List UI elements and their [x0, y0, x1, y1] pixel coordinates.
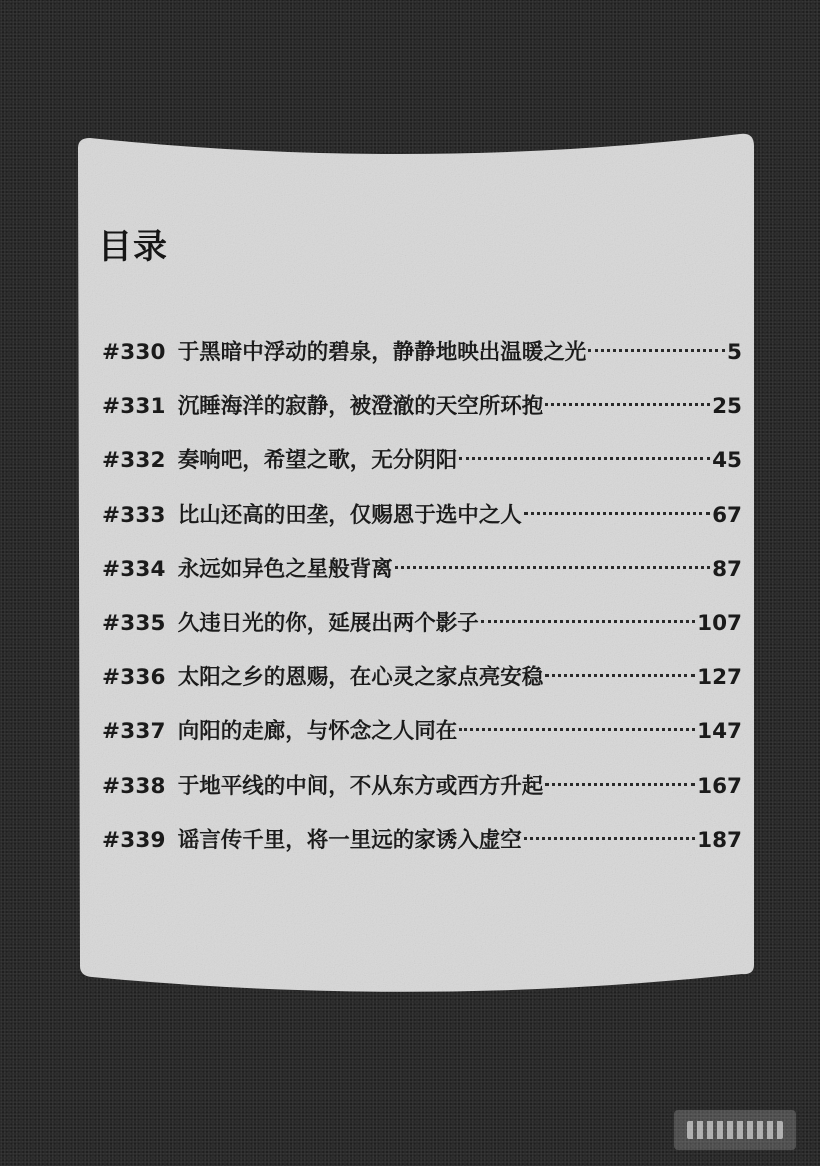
toc-entry [102, 552, 742, 606]
toc-entry-leader [545, 783, 695, 786]
toc-entry-leader [545, 674, 695, 677]
toc-entry-page: 87 [712, 556, 742, 582]
toc-entry-number: #339 [102, 827, 166, 853]
toc-entry [102, 389, 742, 443]
toc-entry [102, 335, 742, 389]
toc-entry [102, 498, 742, 552]
toc-entry-leader [459, 728, 695, 731]
publisher-logo-watermark-icon [674, 1110, 796, 1150]
toc-entry [102, 443, 742, 497]
toc-entry-title: 奏响吧，希望之歌，无分阴阳 [177, 448, 458, 474]
toc-entry [102, 769, 742, 823]
toc-entry [102, 606, 742, 660]
toc-entry [102, 660, 742, 714]
toc-entry-leader [545, 403, 710, 406]
toc-entry-title: 沉睡海洋的寂静，被澄澈的天空所环抱 [177, 394, 544, 420]
toc-entry-leader [524, 837, 695, 840]
toc-entry-page: 45 [712, 448, 742, 474]
toc-entry-title: 比山还高的田垄，仅赐恩于选中之人 [177, 502, 522, 528]
toc-entry-leader [588, 349, 725, 352]
toc-entry-number: #333 [102, 502, 166, 528]
toc-entry-page: 5 [727, 340, 742, 365]
toc-entry-title: 于地平线的中间，不从东方或西方升起 [177, 773, 544, 799]
toc-entry-title: 永远如异色之星般背离 [177, 556, 393, 582]
toc-entry-page: 25 [712, 394, 742, 420]
toc-entry-page: 187 [697, 827, 742, 853]
toc-entry-number: #337 [102, 719, 166, 745]
toc-entry-title: 太阳之乡的恩赐，在心灵之家点亮安稳 [177, 665, 544, 691]
toc-entry [102, 714, 742, 768]
toc-entry-page: 127 [697, 665, 742, 691]
toc-list [102, 335, 742, 877]
toc-entry-number: #331 [102, 394, 166, 420]
toc-entry-page: 107 [697, 610, 742, 636]
toc-entry-number: #334 [102, 556, 166, 582]
toc-entry-page: 67 [712, 502, 742, 528]
toc-entry-page: 167 [697, 773, 742, 799]
toc-entry-leader [524, 512, 710, 515]
toc-entry-leader [481, 620, 695, 623]
toc-entry-leader [395, 566, 710, 569]
toc-entry-number: #332 [102, 448, 166, 474]
toc-entry-title: 久违日光的你，延展出两个影子 [177, 610, 479, 636]
toc-card [78, 135, 754, 1015]
toc-entry-number: #336 [102, 665, 166, 691]
toc-title: 目录 [98, 227, 168, 267]
toc-entry-number: #330 [102, 340, 166, 365]
toc-entry-title: 谣言传千里，将一里远的家诱入虚空 [177, 827, 522, 853]
toc-entry-leader [459, 457, 710, 460]
toc-entry-title: 于黑暗中浮动的碧泉，静静地映出温暖之光 [177, 340, 587, 365]
toc-entry-page: 147 [697, 719, 742, 745]
watermark-mark [687, 1121, 783, 1139]
toc-entry-number: #335 [102, 610, 166, 636]
toc-entry-number: #338 [102, 773, 166, 799]
toc-entry-title: 向阳的走廊，与怀念之人同在 [177, 719, 458, 745]
toc-entry [102, 823, 742, 877]
